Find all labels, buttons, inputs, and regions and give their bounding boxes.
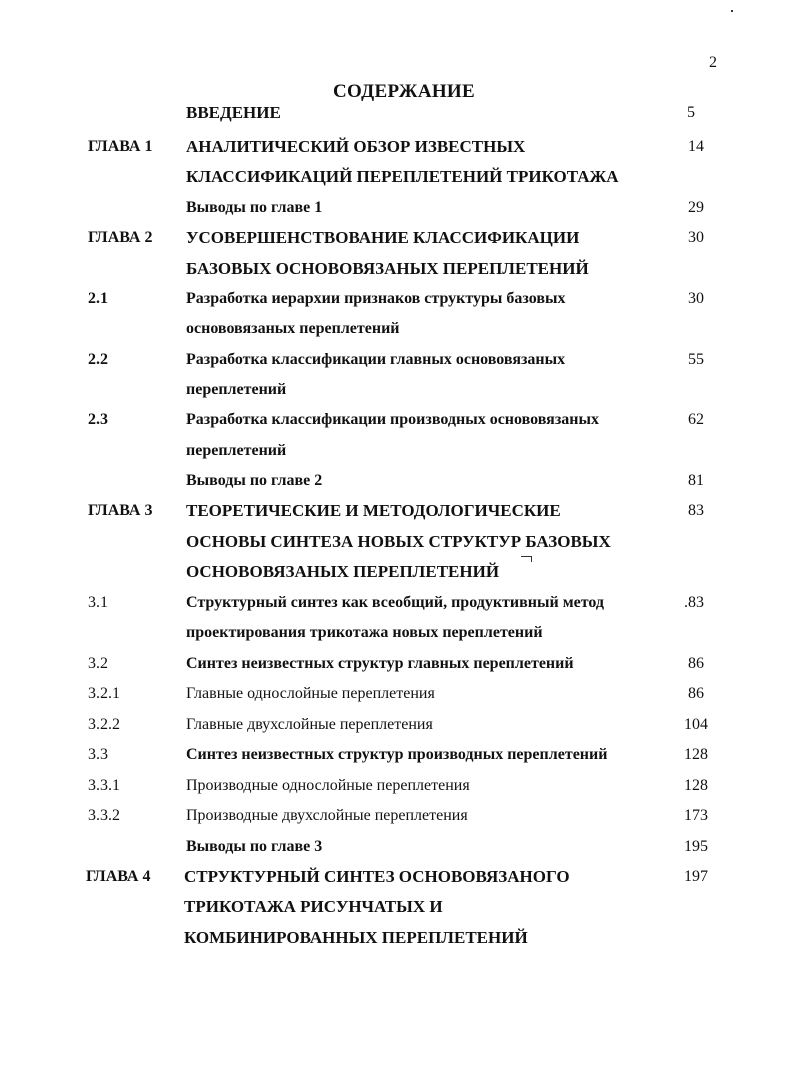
toc-row bbox=[0, 436, 797, 466]
toc-section-number: 3.3.2 bbox=[88, 807, 120, 824]
toc-entry-title: ОСНОВОВЯЗАНЫХ ПЕРЕПЛЕТЕНИЙ bbox=[186, 562, 500, 581]
toc-row bbox=[0, 223, 797, 253]
toc-entry-title: основовязаных переплетений bbox=[186, 320, 400, 337]
toc-row bbox=[0, 801, 797, 831]
toc-section-number: 2.1 bbox=[88, 290, 108, 307]
toc-page-number: 30 bbox=[688, 290, 704, 307]
toc-section-number: 3.1 bbox=[88, 594, 108, 611]
toc-entry-title: Структурный синтез как всеобщий, продуктивный метод bbox=[186, 594, 604, 611]
toc-page-number: 86 bbox=[688, 655, 704, 672]
toc-section-number: ГЛАВА 2 bbox=[88, 229, 153, 246]
toc-row bbox=[0, 710, 797, 740]
toc-entry-title: АНАЛИТИЧЕСКИЙ ОБЗОР ИЗВЕСТНЫХ bbox=[186, 137, 526, 156]
toc-row bbox=[0, 649, 797, 679]
page-title: СОДЕРЖАНИЕ bbox=[333, 81, 475, 102]
toc-page-number: 173 bbox=[684, 807, 708, 824]
toc-page-number: 62 bbox=[688, 411, 704, 428]
toc-section-number: 3.2 bbox=[88, 655, 108, 672]
toc-entry-title: Выводы по главе 2 bbox=[186, 472, 323, 489]
toc-entry-title: Главные однослойные переплетения bbox=[186, 685, 435, 702]
toc-entry-title: КОМБИНИРОВАННЫХ ПЕРЕПЛЕТЕНИЙ bbox=[184, 928, 528, 947]
toc-page-number: 128 bbox=[684, 777, 708, 794]
toc-entry-title: Разработка иерархии признаков структуры базовых bbox=[186, 290, 566, 307]
toc-section-number: 2.2 bbox=[88, 351, 108, 368]
toc-row bbox=[0, 98, 797, 128]
toc-row bbox=[0, 405, 797, 435]
toc-page-number: 197 bbox=[684, 868, 708, 885]
toc-entry-title: Производные двухслойные переплетения bbox=[186, 807, 468, 824]
toc-row bbox=[0, 862, 797, 892]
toc-row bbox=[0, 557, 797, 587]
toc-row bbox=[0, 740, 797, 770]
page-number: 2 bbox=[709, 54, 717, 71]
toc-page-number: 55 bbox=[688, 351, 704, 368]
toc-entry-title: Разработка классификации производных основовязаных bbox=[186, 411, 599, 428]
toc-row bbox=[0, 832, 797, 862]
toc-entry-title: Разработка классификации главных основовязаных bbox=[186, 351, 566, 368]
toc-row bbox=[0, 132, 797, 162]
toc-entry-title: Синтез неизвестных структур производных переплетений bbox=[186, 746, 608, 763]
toc-entry-title: ВВЕДЕНИЕ bbox=[186, 103, 281, 122]
scan-artifact bbox=[521, 556, 532, 562]
toc-row bbox=[0, 254, 797, 284]
toc-page-number: 30 bbox=[688, 229, 704, 246]
toc-page-number: 5 bbox=[687, 104, 695, 121]
toc-row bbox=[0, 162, 797, 192]
toc-section-number: ГЛАВА 3 bbox=[88, 502, 153, 519]
toc-section-number: 3.3.1 bbox=[88, 777, 120, 794]
toc-entry-title: Синтез неизвестных структур главных переплетений bbox=[186, 655, 574, 672]
toc-page-number: 81 bbox=[688, 472, 704, 489]
toc-page-number: 86 bbox=[688, 685, 704, 702]
toc-page-number: 195 bbox=[684, 838, 708, 855]
toc-row bbox=[0, 314, 797, 344]
toc-entry-title: КЛАССИФИКАЦИЙ ПЕРЕПЛЕТЕНИЙ ТРИКОТАЖА bbox=[186, 167, 619, 186]
toc-row bbox=[0, 923, 797, 953]
toc-entry-title: Главные двухслойные переплетения bbox=[186, 716, 433, 733]
toc-section-number: 3.3 bbox=[88, 746, 108, 763]
toc-entry-title: ОСНОВЫ СИНТЕЗА НОВЫХ СТРУКТУР БАЗОВЫХ bbox=[186, 532, 611, 551]
toc-entry-title: Производные однослойные переплетения bbox=[186, 777, 470, 794]
toc-section-number: 2.3 bbox=[88, 411, 108, 428]
toc-entry-title: Выводы по главе 3 bbox=[186, 838, 323, 855]
toc-row bbox=[0, 618, 797, 648]
toc-section-number: ГЛАВА 1 bbox=[88, 138, 153, 155]
toc-entry-title: УСОВЕРШЕНСТВОВАНИЕ КЛАССИФИКАЦИИ bbox=[186, 228, 580, 247]
toc-entry-title: проектирования трикотажа новых переплетений bbox=[186, 624, 543, 641]
toc-entry-title: БАЗОВЫХ ОСНОВОВЯЗАНЫХ ПЕРЕПЛЕТЕНИЙ bbox=[186, 259, 589, 278]
toc-page-number: 83 bbox=[688, 502, 704, 519]
toc-row bbox=[0, 375, 797, 405]
toc-entry-title: Выводы по главе 1 bbox=[186, 199, 323, 216]
toc-row bbox=[0, 771, 797, 801]
toc-row bbox=[0, 588, 797, 618]
toc-entry-title: ТРИКОТАЖА РИСУНЧАТЫХ И bbox=[184, 897, 443, 916]
toc-entry-title: ТЕОРЕТИЧЕСКИЕ И МЕТОДОЛОГИЧЕСКИЕ bbox=[186, 501, 561, 520]
toc-page-number: .83 bbox=[684, 594, 704, 611]
toc-page-number: 14 bbox=[688, 138, 704, 155]
toc-page-number: 104 bbox=[684, 716, 708, 733]
toc-section-number: 3.2.2 bbox=[88, 716, 120, 733]
toc-row bbox=[0, 679, 797, 709]
toc-row bbox=[0, 892, 797, 922]
toc-entry-title: переплетений bbox=[186, 442, 287, 459]
toc-page-number: 29 bbox=[688, 199, 704, 216]
toc-row bbox=[0, 496, 797, 526]
toc-row bbox=[0, 345, 797, 375]
toc-row bbox=[0, 284, 797, 314]
toc-page-number: 128 bbox=[684, 746, 708, 763]
toc-row bbox=[0, 527, 797, 557]
toc-entry-title: переплетений bbox=[186, 381, 287, 398]
toc-section-number: ГЛАВА 4 bbox=[86, 868, 151, 885]
toc-section-number: 3.2.1 bbox=[88, 685, 120, 702]
toc-entry-title: СТРУКТУРНЫЙ СИНТЕЗ ОСНОВОВЯЗАНОГО bbox=[184, 867, 570, 886]
toc-row bbox=[0, 466, 797, 496]
toc-row bbox=[0, 193, 797, 223]
